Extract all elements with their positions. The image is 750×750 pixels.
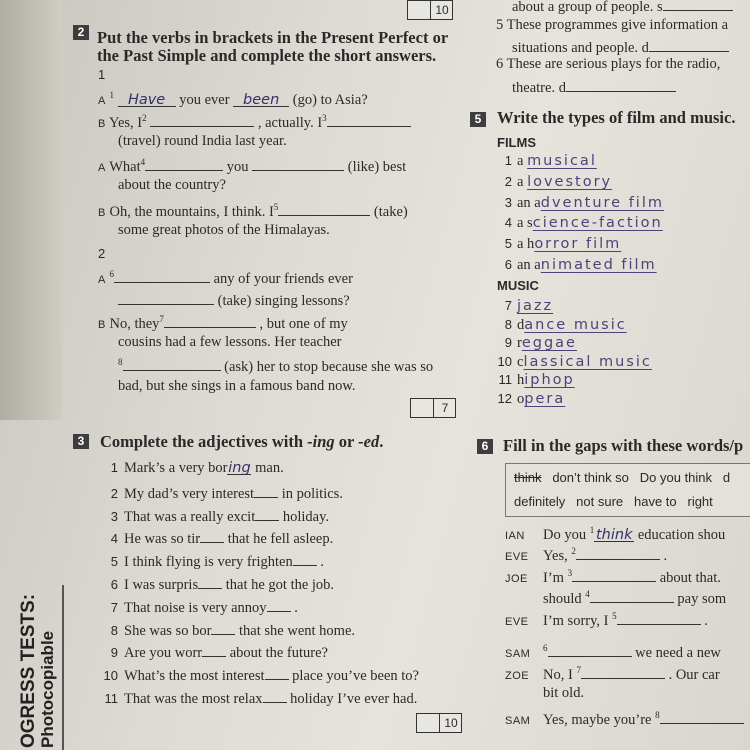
- line-text-end: about that.: [656, 570, 721, 586]
- item-blank: [263, 688, 287, 703]
- word-box-row-1: think don’t think so Do you think d: [514, 470, 731, 485]
- item-text-start: He was so tir: [124, 531, 201, 548]
- film-number: 5: [504, 236, 512, 252]
- music-answer: iphop: [524, 372, 575, 389]
- music-answer: jazz: [517, 298, 554, 314]
- section-5-number: 5: [470, 110, 486, 128]
- music-item: [494, 372, 575, 389]
- film-item: [494, 174, 612, 191]
- music-answer: eggae: [521, 335, 577, 352]
- item-number: 1: [110, 460, 118, 475]
- gap-number: 4: [585, 589, 590, 600]
- adjective-item: [98, 665, 419, 685]
- dialogue-2-a3-line2: (take) singing lessons?: [118, 290, 350, 310]
- gap-blank: [581, 664, 665, 679]
- item-number: 9: [110, 645, 118, 661]
- adjective-item: [98, 483, 343, 503]
- music-number: 10: [497, 353, 512, 369]
- item-6-line: 6 These are serious plays for the radio,: [496, 56, 721, 72]
- item-text-start: My dad’s very interest: [124, 485, 255, 502]
- dialogue-line: [505, 567, 721, 587]
- speaker-name: EVE: [505, 616, 529, 628]
- film-prefix: a h: [517, 236, 535, 253]
- speaker-name: SAM: [505, 715, 531, 727]
- item-6-line-2: theatre. d: [512, 77, 676, 97]
- item-5-line: 5 These programmes give information a: [496, 17, 729, 33]
- line-text-end: .: [659, 548, 668, 564]
- music-item: [494, 298, 553, 315]
- line-text-start: bit old.: [543, 685, 585, 701]
- speaker-name: ZOE: [505, 670, 530, 682]
- section-2-title-1: Put the verbs in brackets in the Present Perfect or: [97, 28, 449, 47]
- item-number: 4: [110, 531, 118, 547]
- film-answer: orror film: [534, 236, 622, 253]
- speaker-name: SAM: [505, 648, 531, 660]
- adjective-item: [98, 597, 298, 617]
- section-3-title: Complete the adjectives with -ing or -ed.: [100, 432, 384, 451]
- dialogue-1-a2: A What$^4$ you (like) best: [98, 157, 407, 175]
- item-blank: [265, 665, 289, 680]
- dialogue-1-b2-line2: some great photos of the Himalayas.: [118, 222, 330, 238]
- dialogue-2-label: 2: [98, 246, 106, 261]
- item-text-end: about the future?: [226, 645, 328, 662]
- music-prefix: c: [517, 353, 524, 370]
- line-text-start: should: [543, 591, 586, 607]
- line-text-start: I’m: [543, 570, 568, 586]
- line-text-end: we need a new: [631, 645, 721, 661]
- item-number: 6: [110, 577, 118, 592]
- film-prefix: a: [517, 153, 528, 169]
- line-text-start: Yes, maybe you’re: [543, 712, 656, 728]
- music-prefix: d: [517, 316, 525, 333]
- adjective-item: [98, 551, 324, 571]
- dialogue-2-b3-line3: $^8$ (ask) her to stop because she was so: [118, 357, 434, 375]
- gap-number: 1: [589, 525, 595, 535]
- line-text-start: Yes,: [543, 548, 572, 564]
- line-text-start: I’m sorry, I: [543, 613, 613, 629]
- dialogue-line: [505, 642, 721, 662]
- music-answer: lassical music: [523, 353, 652, 370]
- dialogue-line: [505, 588, 726, 608]
- speaker-name: IAN: [505, 529, 525, 542]
- gap-blank: [576, 545, 660, 560]
- film-answer: cience-faction: [532, 215, 663, 232]
- film-prefix: an a: [517, 257, 541, 273]
- music-answer: pera: [524, 391, 566, 407]
- word-box-row-2: definitely not sure have to right: [514, 494, 713, 509]
- film-item: [494, 236, 621, 253]
- music-answer: ance music: [524, 316, 627, 333]
- film-prefix: an a: [517, 194, 541, 211]
- section-2-score-value: 7: [433, 399, 456, 417]
- dialogue-1-b1-line2: (travel) round India last year.: [118, 133, 287, 149]
- gap-number: 8: [655, 710, 660, 721]
- speaker-name: EVE: [505, 551, 529, 563]
- section-6-number: 6: [477, 437, 493, 455]
- film-number: 2: [504, 173, 512, 189]
- music-prefix: r: [517, 335, 522, 352]
- item-number: 5: [110, 554, 118, 570]
- dialogue-line: [505, 685, 584, 702]
- adjective-item: [98, 506, 329, 526]
- adjective-item: [98, 642, 328, 662]
- dialogue-line: [505, 545, 667, 565]
- line-text-end: education shou: [634, 526, 726, 543]
- gap-number: 2: [571, 546, 576, 557]
- music-prefix: o: [517, 391, 525, 407]
- item-number: 2: [110, 485, 118, 501]
- top-score-value: 10: [430, 1, 453, 19]
- gap-number: 6: [543, 643, 548, 654]
- section-5-title: Write the types of film and music.: [497, 108, 736, 127]
- item-text-start: That was the most relax: [124, 691, 263, 707]
- item-text-end: .: [290, 599, 298, 616]
- line-text-start: No, I: [543, 667, 577, 683]
- film-item: [494, 215, 663, 232]
- top-right-line: about a group of people. s: [512, 0, 733, 16]
- item-answer: ing: [228, 460, 251, 476]
- dialogue-line: [505, 525, 725, 544]
- item-text-start: I was surpris: [124, 577, 199, 593]
- item-blank: [227, 460, 251, 475]
- dialogue-line: [505, 664, 720, 684]
- item-text-end: .: [316, 554, 324, 571]
- dialogue-1-a2-line2: about the country?: [118, 177, 226, 193]
- music-number: 12: [497, 391, 512, 406]
- adjective-item: [98, 528, 333, 548]
- item-text-start: She was so bor: [124, 622, 212, 639]
- section-6-title: Fill in the gaps with these words/p: [503, 436, 744, 455]
- gap-number: 5: [612, 611, 617, 622]
- line-text-end: pay som: [673, 591, 727, 607]
- film-answer: dventure film: [540, 194, 664, 211]
- dialogue-1-b2: B Oh, the mountains, I think. $I^5$ (take): [98, 202, 408, 220]
- film-item: [494, 257, 657, 274]
- item-text-end: holiday.: [279, 508, 330, 525]
- adjective-item: [98, 574, 334, 594]
- dialogue-1-a1: A $^1$ Have you ever been (go) to Asia?: [98, 90, 368, 108]
- film-number: 1: [504, 153, 512, 168]
- gap-blank: [617, 610, 701, 625]
- item-text-end: that he fell asleep.: [224, 531, 334, 548]
- item-blank: [202, 642, 226, 657]
- item-blank: [198, 574, 222, 589]
- gap-blank: [590, 588, 674, 603]
- item-number: 11: [104, 691, 118, 706]
- gap-number: 7: [576, 665, 581, 676]
- music-prefix: h: [517, 372, 525, 389]
- adjective-item: [98, 688, 417, 708]
- item-text-end: holiday I’ve ever had.: [286, 691, 418, 707]
- film-prefix: a: [517, 173, 528, 190]
- film-answer: musical: [527, 153, 597, 169]
- gap-blank: [548, 642, 632, 657]
- item-text-end: in politics.: [278, 485, 343, 502]
- music-number: 7: [504, 298, 512, 313]
- film-number: 4: [504, 215, 512, 231]
- dialogue-line: [505, 610, 708, 630]
- item-blank: [254, 483, 278, 498]
- item-text-end: that he got the job.: [222, 577, 335, 593]
- music-number: 9: [504, 335, 512, 351]
- music-item: [494, 391, 565, 408]
- section-2-number: 2: [73, 23, 89, 41]
- adjective-item: [98, 620, 355, 640]
- side-tab-title: OGRESS TESTS:: [18, 593, 39, 748]
- music-number: 11: [498, 372, 512, 388]
- section-3-score-box: [416, 713, 462, 733]
- item-blank: [200, 528, 224, 543]
- item-blank: [255, 506, 279, 521]
- gap-answer: think: [595, 526, 633, 543]
- line-text-start: Do you: [543, 526, 590, 543]
- section-2-score-box: [410, 398, 456, 418]
- item-5-line-2: situations and people. d: [512, 37, 729, 57]
- music-item: [494, 354, 652, 371]
- dialogue-line: [505, 709, 744, 729]
- item-text-end: man.: [251, 460, 284, 476]
- item-text-start: That noise is very annoy: [124, 599, 267, 616]
- gap-blank: [660, 709, 744, 724]
- speaker-name: JOE: [505, 573, 528, 585]
- line-text-end: .: [700, 613, 708, 629]
- dialogue-2-b3-line4: bad, but she sings in a famous band now.: [118, 378, 356, 394]
- films-label: FILMS: [497, 135, 536, 150]
- dialogue-2-a3: A $^6$ any of your friends ever: [98, 269, 353, 287]
- section-2-title-2: the Past Simple and complete the short answers.: [97, 46, 437, 65]
- dialogue-1-b1: B Yes, $I^2$ , actually. $I^3$: [98, 112, 411, 132]
- top-score-box: [407, 0, 453, 20]
- gap-blank: [572, 567, 656, 582]
- item-text-start: That was a really excit: [124, 508, 256, 525]
- film-number: 6: [504, 257, 512, 272]
- item-text-start: Mark’s a very bor: [124, 460, 228, 476]
- music-number: 8: [504, 316, 512, 332]
- dialogue-2-b3-line2: cousins had a few lessons. Her teacher: [118, 334, 342, 350]
- item-text-end: place you’ve been to?: [288, 668, 419, 685]
- item-blank: [267, 597, 291, 612]
- gap-blank: [594, 527, 634, 542]
- item-number: 3: [110, 508, 118, 524]
- item-text-end: that she went home.: [235, 622, 356, 639]
- music-item: [494, 317, 627, 334]
- word-box: [505, 463, 750, 517]
- film-answer: nimated film: [540, 257, 657, 273]
- film-number: 3: [504, 194, 512, 210]
- section-3-score-value: 10: [439, 714, 462, 732]
- line-text-end: . Our car: [664, 667, 720, 683]
- item-text-start: What’s the most interest: [124, 668, 265, 685]
- dialogue-1-label: 1: [98, 67, 106, 82]
- film-item: [494, 195, 664, 212]
- music-label: MUSIC: [497, 278, 539, 293]
- item-blank: [293, 551, 317, 566]
- item-number: 10: [103, 668, 118, 684]
- bleed-through-margin: [0, 0, 62, 420]
- item-blank: [211, 620, 235, 635]
- dialogue-2-b3: B No, they$^7$ , but one of my: [98, 314, 348, 332]
- film-answer: lovestory: [527, 173, 613, 190]
- section-3-number: 3: [73, 432, 89, 450]
- side-tab-subtitle: Photocopiable: [38, 630, 57, 748]
- music-item: [494, 335, 577, 352]
- item-text-start: Are you worr: [124, 645, 203, 662]
- gap-number: 3: [567, 568, 573, 579]
- item-number: 7: [110, 599, 118, 615]
- adjective-item: [98, 460, 284, 477]
- item-text-start: I think flying is very frighten: [124, 554, 293, 571]
- film-item: [494, 153, 597, 170]
- film-prefix: a s: [517, 215, 533, 232]
- item-number: 8: [110, 622, 118, 638]
